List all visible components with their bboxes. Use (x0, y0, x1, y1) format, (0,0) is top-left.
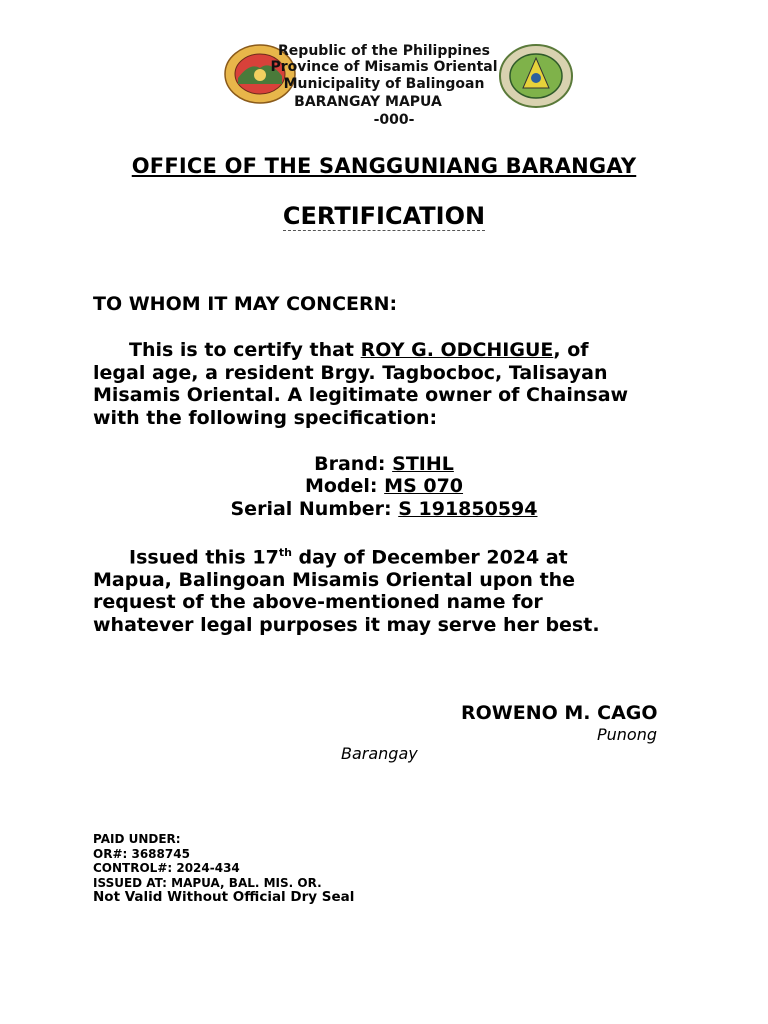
issuance-paragraph (93, 542, 693, 636)
header-municipality: Municipality of Balingoan (283, 76, 485, 92)
signatory-title-1: Punong (597, 725, 658, 744)
salutation: TO WHOM IT MAY CONCERN: (93, 293, 398, 315)
spec-model: Model: MS 070 (304, 475, 464, 497)
header-republic: Republic of the Philippines (278, 43, 490, 59)
footer-control-number: CONTROL#: 2024-434 (93, 861, 240, 875)
paragraph1-line2: legal age, a resident Brgy. Tagbocboc, Talisayan (93, 361, 608, 384)
paragraph2-line1: Issued this 17th day of December 2024 at (129, 546, 568, 569)
brand-value: STIHL (392, 453, 454, 475)
footer-validity-note: Not Valid Without Official Dry Seal (93, 889, 355, 905)
paragraph2-line2: Mapua, Balingoan Misamis Oriental upon the (93, 568, 576, 591)
certification-paragraph (93, 339, 693, 429)
paragraph1-line3: Misamis Oriental. A legitimate owner of Chainsaw (93, 384, 629, 406)
paragraph2-line4: whatever legal purposes it may serve her best. (93, 613, 600, 636)
spec-brand: Brand: STIHL (314, 453, 454, 475)
certification-title-text: CERTIFICATION (282, 202, 486, 230)
header-barangay: BARANGAY MAPUA (294, 94, 442, 110)
payment-footer (93, 832, 354, 905)
certification-title (0, 202, 768, 230)
office-title: OFFICE OF THE SANGGUNIANG BARANGAY (131, 154, 637, 178)
signatory-title-2: Barangay (341, 744, 418, 763)
spec-serial: Serial Number: S 191850594 (230, 498, 538, 520)
footer-or-number: OR#: 3688745 (93, 846, 190, 861)
footer-issued-at: ISSUED AT: MAPUA, BAL. MIS. OR. (93, 875, 322, 890)
header-separator: -000- (373, 112, 415, 128)
header-province: Province of Misamis Oriental (270, 59, 498, 75)
signatory-name: ROWENO M. CAGO (461, 702, 658, 724)
footer-paid-under: PAID UNDER: (93, 832, 181, 846)
paragraph1-line4: with the following specification: (93, 406, 438, 429)
owner-name: ROY G. ODCHIGUE (360, 339, 554, 361)
paragraph2-line3: request of the above-mentioned name for (93, 591, 543, 614)
model-value: MS 070 (384, 475, 464, 497)
serial-value: S 191850594 (398, 498, 538, 520)
paragraph1-line1: This is to certify that ROY G. ODCHIGUE, of (129, 339, 589, 361)
